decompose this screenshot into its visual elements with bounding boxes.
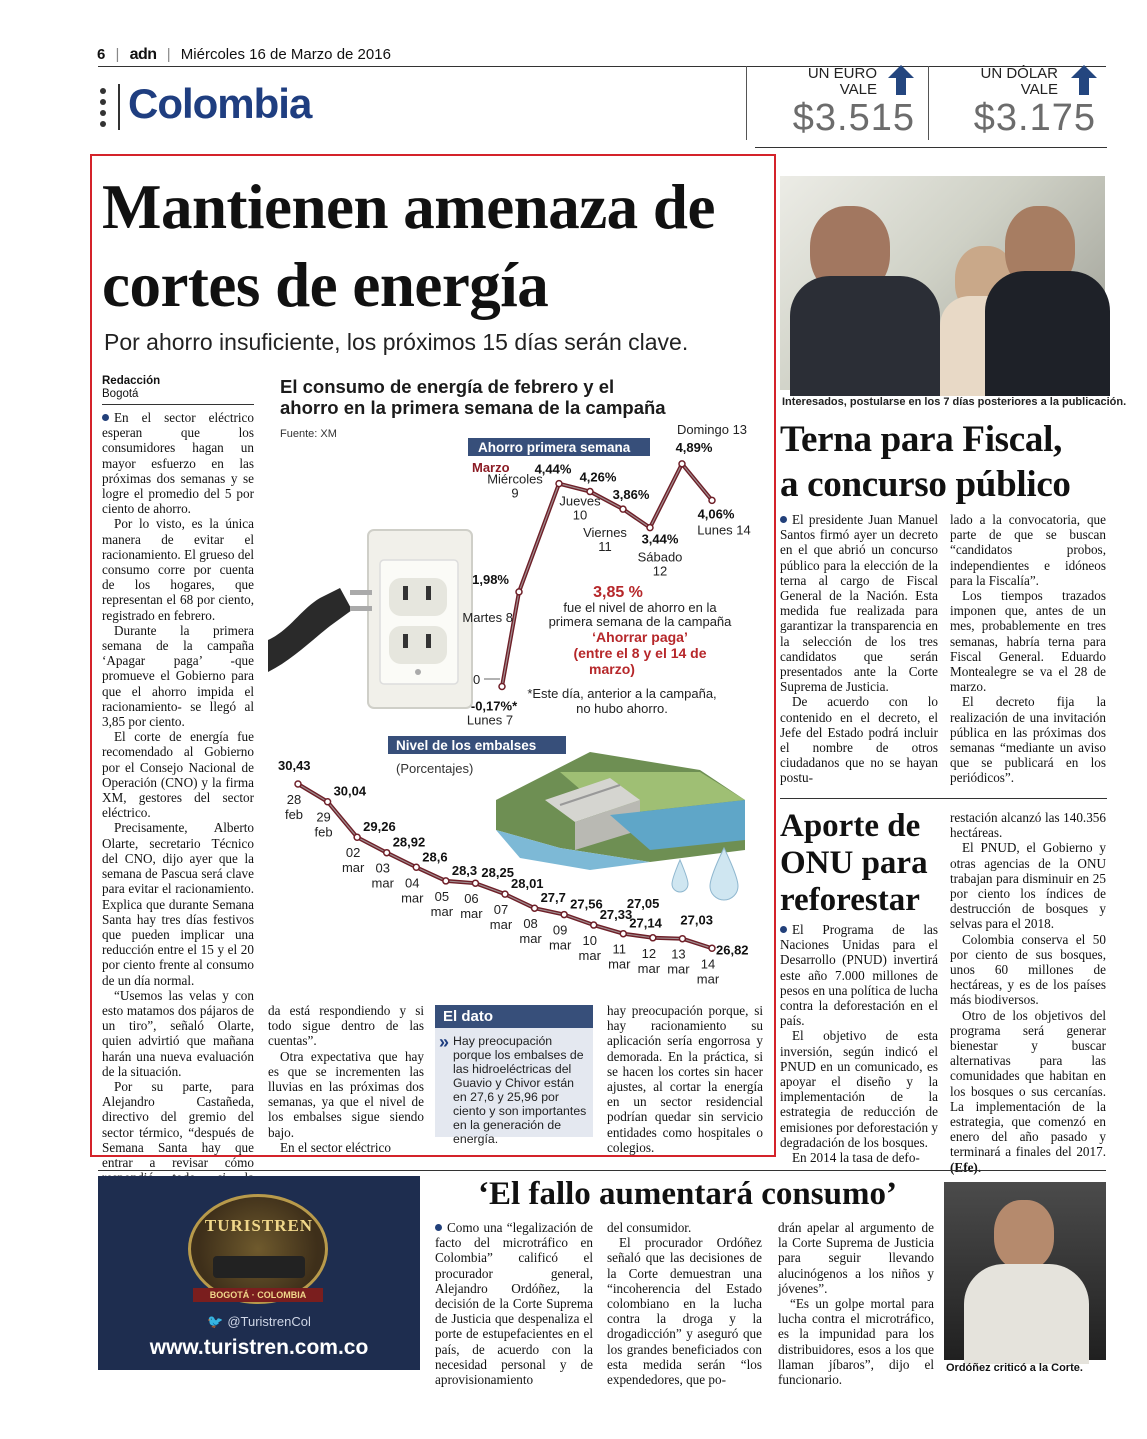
- chart2-value-label: 28,25: [481, 865, 514, 881]
- chart2-month-label: mar: [637, 960, 661, 976]
- chart1-point: [556, 481, 562, 487]
- chart1-day-label: Martes 8: [462, 609, 513, 625]
- paragraph: Otra expectativa que hay es que se incrementen las lluvias en las próximas dos semanas, ya que el nivel de los embalses sigue siendo bajo.: [268, 1048, 424, 1140]
- chart2-month-label: mar: [608, 956, 631, 972]
- chart1-point: [620, 506, 626, 512]
- chart1-zero-label: 0: [473, 672, 481, 687]
- chart1-value-label: 1,98%: [472, 571, 509, 587]
- dollar-label-vale: VALE: [1020, 81, 1058, 98]
- dollar-label: UN DÓLAR: [980, 65, 1058, 82]
- chart2-month-label: mar: [519, 931, 542, 947]
- chart1-point: [679, 461, 685, 467]
- water-drop-icon: [672, 860, 688, 892]
- chart2-value-label: 30,43: [278, 758, 311, 773]
- turistren-ad[interactable]: [98, 1176, 420, 1370]
- ad-url[interactable]: www.turistren.com.co: [149, 1336, 369, 1359]
- chart2-day-label: 04: [405, 875, 420, 891]
- chart2-value-label: 28,92: [392, 834, 426, 850]
- chart1-title: Ahorro primera semana: [478, 440, 631, 455]
- chart1-day-label: Sábado: [637, 549, 683, 565]
- el-dato-text: Hay preocupación porque los embalses de las hidroeléctricas del Guavio y Chivor están en 27,6 y 25,96 por ciento y son importantes en la generación de energía.: [453, 1034, 587, 1146]
- paragraph: Como una “legalización de facto del microtráfico en Colombia” calificó el procurador general, Alejandro Ordóñez, la decisión de la Corte Suprema de Justicia que despenaliza el porte de estupefacientes en el país, de acuerdo con la necesidad personal y de aprovisionamiento: [435, 1220, 593, 1388]
- fallo-headline: ‘El fallo aumentará consumo’: [478, 1176, 897, 1212]
- onu-column-2: [950, 810, 1106, 1175]
- paragraph: restación alcanzó las 140.356 hectáreas.: [950, 810, 1106, 841]
- paragraph: lado a la convocatoria, que parte de que se buscan “candidatos probos, independientes e idóneos para la Fiscalía”.: [950, 512, 1106, 588]
- campaign-range: (entre el 8 y el 14 de: [573, 645, 707, 661]
- chart2-point: [354, 834, 360, 840]
- chart2-point: [532, 905, 538, 911]
- campaign-range: marzo): [589, 661, 635, 677]
- chart2-day-label: 02: [345, 845, 361, 861]
- chart2-month-label: feb: [314, 824, 333, 840]
- main-subheadline: Por ahorro insuficiente, los próximos 15 días serán clave.: [104, 329, 689, 355]
- bullet-icon: [780, 926, 787, 933]
- chart2-day-label: 12: [641, 945, 657, 961]
- chart1-day-label: 10: [572, 507, 588, 523]
- chart1-value-label: 4,26%: [579, 469, 617, 485]
- chart2-point: [591, 922, 597, 928]
- chart2-value-label: 29,26: [363, 819, 396, 835]
- paragraph: El corte de energía fue recomendado al Gobierno por el Consejo Nacional de Operación (CNO) y la firma XM, gestores del sector eléctrico.: [102, 729, 254, 821]
- chart2-day-label: 28: [286, 792, 302, 807]
- page-number: 6: [97, 46, 106, 63]
- chart2-month-label: mar: [460, 906, 483, 922]
- infographic-svg: [262, 421, 772, 994]
- chart2-subtitle: (Porcentajes): [396, 761, 474, 776]
- chart1-value-label: 4,44%: [534, 461, 572, 477]
- paragraph: “Usemos las velas y con esto matamos dos pájaros de un tiro”, señaló Olarte, quien advirtió que mañana harán una nueva evaluación de la situación.: [102, 987, 254, 1079]
- chart2-value-label: 27,33: [599, 907, 633, 923]
- paragraph: drán apelar al argumento de la Corte Suprema de Justicia para seguir llevando alucinógenos a los niños y jóvenes”.: [778, 1220, 934, 1296]
- chart2-value-label: 28,6: [422, 849, 448, 865]
- zero-note-line: no hubo ahorro.: [576, 701, 668, 716]
- paragraph: El Programa de las Naciones Unidas para el Desarrollo (PNUD) invertirá este año 7.000 millones de pesos en una política de lucha contra la deforestación en el país.: [780, 922, 938, 1029]
- byline: [102, 375, 160, 401]
- fallo-column-2: [607, 1220, 762, 1387]
- paragraph: hay preocupación porque, si hay racionamiento su aplicación sería engorrosa y demorada. En la práctica, si se hacen los cortes sin hacer ajustes, al cortar la energía en un sector residencial podrían quedar sin servicio entidades como hospitales o colegios.: [607, 1003, 763, 1155]
- news-agency: (Efe).: [950, 1159, 982, 1175]
- chart2-point: [650, 935, 656, 941]
- chart1-day-label: Domingo 13: [676, 421, 748, 437]
- paragraph: En el sector eléctrico esperan que los consumidores hagan un mayor esfuerzo en las próximas dos semanas y se logre el promedio del 5 por ciento de ahorro.: [102, 410, 254, 517]
- chart2-point: [472, 880, 478, 886]
- ad-brand: TURISTREN: [204, 1216, 314, 1235]
- chart1-subtitle: Marzo: [472, 460, 510, 475]
- chart2-day-label: 29: [316, 809, 331, 825]
- chart2-month-label: mar: [430, 903, 454, 919]
- ordonez-photo: [944, 1182, 1106, 1360]
- chart1-day-label: Viernes: [583, 525, 627, 541]
- paragraph: El decreto fija la realización de una invitación pública en las próximas dos semanas “mediante un aviso que se publicará en los periódicos”.: [950, 694, 1106, 786]
- chart2-value-label: 27,05: [626, 895, 660, 911]
- chart2-value-label: 26,82: [716, 942, 749, 958]
- paragraph: Durante la primera semana de la campaña ‘Apagar paga’ -que promueve el Gobierno para que el ahorro impida el racionamiento- se llegó al 3,85 por ciento.: [102, 622, 254, 730]
- paragraph: Por lo visto, es la única manera de evitar el racionamiento. El grueso del consumo corre por cuenta de los hogares, que representan el 68 por ciento, registrado en febrero.: [102, 516, 254, 623]
- chart2-day-label: 09: [552, 922, 568, 938]
- byline-author: Redacción: [102, 375, 161, 387]
- chart1-value-label: 4,89%: [675, 439, 713, 455]
- power-outlet-illustration: [268, 530, 472, 708]
- chart2-month-label: mar: [667, 961, 690, 977]
- issue-date: Miércoles 16 de Marzo de 2016: [180, 46, 391, 63]
- chart2-month-label: mar: [696, 971, 720, 987]
- chart2-month-label: mar: [401, 890, 424, 906]
- bullet-icon: [102, 414, 109, 421]
- chart1-value-label: -0,17%*: [470, 698, 518, 714]
- zero-note-line: *Este día, anterior a la campaña,: [527, 686, 717, 701]
- bullet-icon: [435, 1224, 442, 1231]
- fiscal-headline: [780, 417, 1108, 507]
- chart2-day-label: 03: [375, 860, 390, 876]
- santos-photo: [780, 176, 1105, 390]
- chart2-month-label: mar: [578, 948, 601, 964]
- chart1-day-label: 11: [598, 539, 612, 555]
- chart2-title: Nivel de los embalses: [396, 738, 537, 753]
- brand-logo: adn: [129, 46, 157, 63]
- chart2-value-label: 27,14: [629, 915, 662, 931]
- masthead-bar: 6 | adn | Miércoles 16 de Marzo de 2016: [97, 46, 391, 63]
- santos-photo-caption: Interesados, postularse en los 7 días posteriores a la publicación.: [782, 396, 1127, 408]
- chart2-month-label: mar: [548, 937, 572, 953]
- chart1-value-label: 3,44%: [641, 531, 679, 547]
- chart1-day-label: Miércoles: [487, 471, 543, 487]
- paragraph: Otro de los objetivos del programa será generar bienestar y buscar alternativas para las comunidades que habitan en los bosques o sus cercanías. La implementación de la estrategia, que comenzó en enero del año pasado y terminará a finales del 2017.: [950, 1007, 1106, 1160]
- paragraph: El objetivo de esta inversión, según indicó el PNUD en un comunicado, es apoyar el diseño y la implementación de la estrategia de reducción de emisiones por deforestación y degradación de los bosques.: [780, 1028, 938, 1150]
- paragraph: En el sector eléctrico: [280, 1139, 391, 1155]
- chart2-point: [384, 850, 390, 856]
- chart2-day-label: 11: [612, 941, 627, 957]
- fallo-column-3: [778, 1220, 934, 1387]
- chart1-point: [647, 525, 653, 531]
- main-headline: Mantienen amenaza de cortes de energía: [102, 172, 715, 320]
- chart1-point: [499, 683, 505, 689]
- chart2-point: [443, 878, 449, 884]
- main-column-3: [607, 1003, 763, 1155]
- chart2-month-label: mar: [371, 875, 394, 891]
- onu-headline: Aporte de ONU para reforestar: [780, 808, 928, 918]
- bullet-icon: [780, 516, 787, 523]
- infographic-title-line: El consumo de energía de febrero y el: [280, 376, 615, 397]
- infographic-source: Fuente: XM: [280, 428, 337, 440]
- dam-illustration: [496, 752, 745, 870]
- paragraph: del consumidor.: [607, 1220, 692, 1235]
- chart2-day-label: 07: [493, 902, 509, 918]
- chart2-point: [295, 781, 301, 787]
- chart1-day-label: 12: [652, 563, 668, 579]
- double-chevron-icon: »: [439, 1032, 450, 1052]
- campaign-name: ‘Ahorrar paga’: [592, 629, 688, 645]
- euro-label: UN EURO: [807, 65, 877, 82]
- paragraph: Por su parte, para Alejandro Castañeda, directivo del gremio del sector térmico, “después de Semana Santa hay que entrar a revisar cómo: [102, 1078, 254, 1170]
- chart2-value-label: 27,03: [680, 912, 713, 928]
- chart1-point: [709, 497, 715, 503]
- section-dots-icon: [98, 86, 110, 130]
- chart2-day-label: 05: [434, 888, 450, 904]
- main-column-2: [268, 1003, 424, 1155]
- paragraph: da está respondiendo y si todo sigue dentro de las cuentas”.: [268, 1003, 424, 1049]
- infographic-title: [280, 376, 760, 418]
- chart2-day-label: 14: [700, 956, 716, 972]
- paragraph: “Es un golpe mortal para lucha contra el microtráfico, es la impunidad para los distribuidores, esos a los que llaman jíbaros”, dijo el funcionario.: [778, 1296, 934, 1388]
- byline-city: Bogotá: [102, 388, 139, 400]
- euro-label-vale: VALE: [839, 81, 877, 98]
- chart2-value-label: 27,7: [540, 890, 566, 906]
- el-dato-title: El dato: [435, 1005, 593, 1028]
- chart2-value-label: 30,04: [333, 783, 367, 799]
- fallo-column-1: [435, 1220, 593, 1387]
- water-drop-icon: [710, 848, 738, 900]
- savings-note-line: fue el nivel de ahorro en la: [563, 600, 717, 615]
- fiscal-column-1: [780, 512, 938, 786]
- arrow-up-icon: [887, 64, 915, 96]
- chart2-month-label: feb: [284, 807, 304, 822]
- chart2-month-label: mar: [489, 917, 513, 933]
- main-column-1: [102, 410, 254, 1216]
- chart1-day-label: Lunes 14: [697, 522, 751, 538]
- chart2-day-label: 10: [582, 933, 597, 949]
- chart2-point: [325, 799, 331, 805]
- chart2-value-label: 27,56: [570, 896, 603, 912]
- el-dato-box: [435, 1005, 593, 1146]
- chart1-point: [516, 589, 522, 595]
- dollar-value: $3.175: [973, 97, 1096, 139]
- paragraph: El PNUD, el Gobierno y otras agencias de la ONU trabajan para disminuir en 25 por ciento los índices de destrucción de bosques y selvas para el 2018.: [950, 840, 1106, 932]
- chart2-point: [709, 945, 715, 951]
- ad-twitter-handle: @TuristrenCol: [227, 1314, 311, 1329]
- chart2-point: [679, 936, 685, 942]
- onu-column-1: [780, 922, 938, 1165]
- infographic-title-line: ahorro en la primera semana de la campaña: [280, 397, 666, 418]
- ad-tagline: BOGOTÁ · COLOMBIA: [193, 1288, 323, 1302]
- chart1-value-label: 4,06%: [697, 506, 735, 522]
- chart2-point: [620, 931, 626, 937]
- chart2-month-label: mar: [341, 860, 365, 876]
- chart1-day-label: 9: [511, 485, 519, 501]
- chart2-point: [413, 864, 419, 870]
- chart2-day-label: 08: [523, 916, 538, 932]
- chart2-point: [561, 912, 567, 918]
- savings-note-line: primera semana de la campaña: [548, 614, 732, 629]
- chart2-point: [502, 891, 508, 897]
- paragraph: En 2014 la tasa de defo-: [792, 1150, 920, 1166]
- paragraph: De acuerdo con lo contenido en el decreto, el Jefe del Estado podrá incluir el nombre de otros ciudadanos que no se hayan postu-: [780, 694, 938, 786]
- fiscal-headline-line: Terna para Fiscal,: [780, 419, 1063, 460]
- paragraph: El presidente Juan Manuel Santos firmó ayer un decreto en el que abrió un concurso público para la elección de la terna al cargo de Fiscal General de la Nación. Esta medida fue realizada para garantizar la transparencia en la selección de los tres candidatos que serán presentados ante la Corte Suprema de Justicia.: [780, 512, 938, 695]
- chart1-day-label: Jueves: [559, 493, 601, 509]
- savings-value: 3,85 %: [593, 584, 643, 601]
- arrow-up-icon: [1070, 64, 1098, 96]
- paragraph: Colombia conserva el 50 por ciento de sus bosques, unos 60 millones de hectáreas, y es de los países más biodiversos.: [950, 931, 1106, 1008]
- chart1-value-label: 3,86%: [612, 487, 650, 503]
- chart2-day-label: 06: [464, 891, 479, 907]
- chart1-day-label: Lunes 7: [466, 712, 514, 728]
- chart2-day-label: 13: [671, 946, 686, 962]
- ad-twitter: [98, 1314, 420, 1330]
- paragraph: Los tiempos trazados imponen que, antes de un mes, probablemente en tres semanas, habría terna para Fiscal General. Eduardo Montealegre se va el 28 de marzo.: [950, 588, 1106, 695]
- fiscal-column-2: [950, 512, 1106, 786]
- fiscal-headline-line: a concurso público: [780, 464, 1071, 505]
- paragraph: El procurador Ordóñez señaló que las decisiones de la Corte demuestran una “incoherencia del Estado colombiano en la lucha contra la droga y la drogadicción” y aseguró que los grandes beneficiados con esta medida serán “los expendedores, que po-: [607, 1235, 762, 1388]
- euro-value: $3.515: [792, 97, 915, 139]
- ordonez-photo-caption: Ordóñez criticó a la Corte.: [946, 1362, 1083, 1374]
- twitter-icon: 🐦: [207, 1314, 224, 1329]
- chart2-value-label: 28,3: [451, 862, 478, 878]
- chart2-value-label: 28,01: [511, 876, 544, 892]
- paragraph: Precisamente, Alberto Olarte, secretario Técnico del CNO, dijo ayer que la semana de Pascua será clave para evitar el racionamiento. Explica que durante Semana Santa hay tres días festivos que pueden implicar una reducción entre el 15 y el 20 por ciento frente al consumo de un día normal.: [102, 820, 254, 988]
- section-title: Colombia: [128, 80, 312, 127]
